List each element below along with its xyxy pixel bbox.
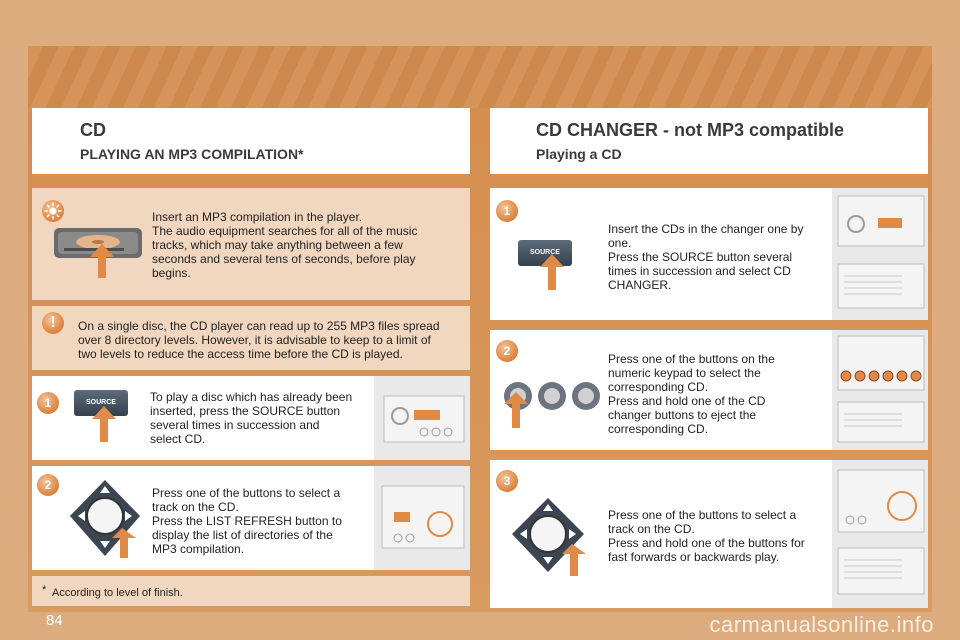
- tip-line-1: Insert an MP3 compilation in the player.: [152, 210, 363, 224]
- cd-changer-illustration: [832, 188, 928, 320]
- directional-pad-icon: [66, 476, 144, 564]
- right-step-2-line-2: numeric keypad to select the: [608, 366, 761, 380]
- footnote-text: According to level of finish.: [52, 587, 183, 599]
- cd-keypad-buttons-icon: [502, 376, 602, 432]
- press-arrow-icon: [540, 254, 564, 290]
- step-number-badge: 2: [496, 340, 518, 362]
- decorative-stripes: [28, 46, 932, 108]
- left-step-2-panel: [32, 466, 470, 570]
- radio-unit-illustration: [374, 376, 470, 460]
- tip-line-4: seconds and several tens of seconds, before play: [152, 252, 416, 266]
- right-step-2-line-1: Press one of the buttons on the: [608, 352, 775, 366]
- left-step-1-line-4: select CD.: [150, 432, 206, 446]
- left-section-subtitle: PLAYING AN MP3 COMPILATION*: [80, 146, 304, 162]
- left-step-2-line-3: Press the LIST REFRESH button to: [152, 514, 342, 528]
- warning-icon: !: [42, 312, 64, 334]
- left-step-2-line-5: MP3 compilation.: [152, 542, 245, 556]
- right-step-2-line-5: changer buttons to eject the: [608, 408, 757, 422]
- left-step-2-line-1: Press one of the buttons to select a: [152, 486, 341, 500]
- tip-line-5: begins.: [152, 266, 191, 280]
- left-step-1-line-3: several times in succession and: [150, 418, 320, 432]
- right-step-2-line-6: corresponding CD.: [608, 422, 709, 436]
- right-step-2-panel: [490, 330, 928, 450]
- warning-line-1: On a single disc, the CD player can read up to 255 MP3 files spread: [78, 319, 440, 333]
- source-button-icon: SOURCE: [74, 390, 128, 416]
- right-step-2-line-4: Press and hold one of the CD: [608, 394, 766, 408]
- warning-line-2: over 8 directory levels. However, it is advisable to keep to a limit of: [78, 333, 431, 347]
- right-step-1-line-4: times in succession and select CD: [608, 264, 791, 278]
- warning-panel: [32, 306, 470, 370]
- directional-pad-icon: [510, 494, 590, 584]
- source-button-icon: SOURCE: [518, 240, 572, 266]
- press-arrow-icon: [92, 406, 116, 442]
- footnote-mark: *: [42, 584, 47, 596]
- watermark-text: carmanualsonline.info: [709, 612, 934, 637]
- right-step-3-line-3: Press and hold one of the buttons for: [608, 536, 805, 550]
- left-section-header: [32, 108, 470, 174]
- cd-changer-dpad-illustration: [832, 460, 928, 608]
- right-step-1-panel: [490, 188, 928, 320]
- tip-line-2: The audio equipment searches for all of the music: [152, 224, 418, 238]
- right-section-header: [490, 108, 928, 174]
- step-number-badge: 2: [37, 474, 59, 496]
- left-step-1-line-2: inserted, press the SOURCE button: [150, 404, 341, 418]
- page-number: 84: [46, 612, 63, 629]
- insert-arrow-icon: [90, 244, 114, 278]
- left-step-1-panel: [32, 376, 470, 460]
- right-step-1-line-5: CHANGER.: [608, 278, 672, 292]
- right-step-1-line-3: Press the SOURCE button several: [608, 250, 793, 264]
- right-step-3-line-2: track on the CD.: [608, 522, 695, 536]
- right-step-2-line-3: corresponding CD.: [608, 380, 709, 394]
- radio-unit-illustration: [374, 466, 470, 570]
- step-number-badge: 3: [496, 470, 518, 492]
- right-step-1-line-2: one.: [608, 236, 632, 250]
- step-number-badge: 1: [37, 392, 59, 414]
- left-step-2-line-2: track on the CD.: [152, 500, 239, 514]
- tip-line-3: tracks, which may take anything between a few: [152, 238, 403, 252]
- warning-line-3: two levels to reduce the access time before the CD is played.: [78, 347, 403, 361]
- right-section-title: CD CHANGER - not MP3 compatible: [536, 120, 845, 140]
- left-step-1-line-1: To play a disc which has already been: [150, 390, 353, 404]
- tip-sun-icon: [42, 200, 64, 222]
- left-step-2-line-4: display the list of directories of the: [152, 528, 333, 542]
- right-step-3-line-4: fast forwards or backwards play.: [608, 550, 780, 564]
- left-section-title: CD: [80, 120, 106, 140]
- cd-changer-keypad-illustration: [832, 330, 928, 450]
- right-step-3-line-1: Press one of the buttons to select a: [608, 508, 797, 522]
- tip-panel: [32, 188, 470, 300]
- right-step-3-panel: [490, 460, 928, 608]
- right-step-1-line-1: Insert the CDs in the changer one by: [608, 222, 804, 236]
- step-number-badge: 1: [496, 200, 518, 222]
- right-section-subtitle: Playing a CD: [536, 146, 622, 162]
- footnote-panel: [32, 576, 470, 606]
